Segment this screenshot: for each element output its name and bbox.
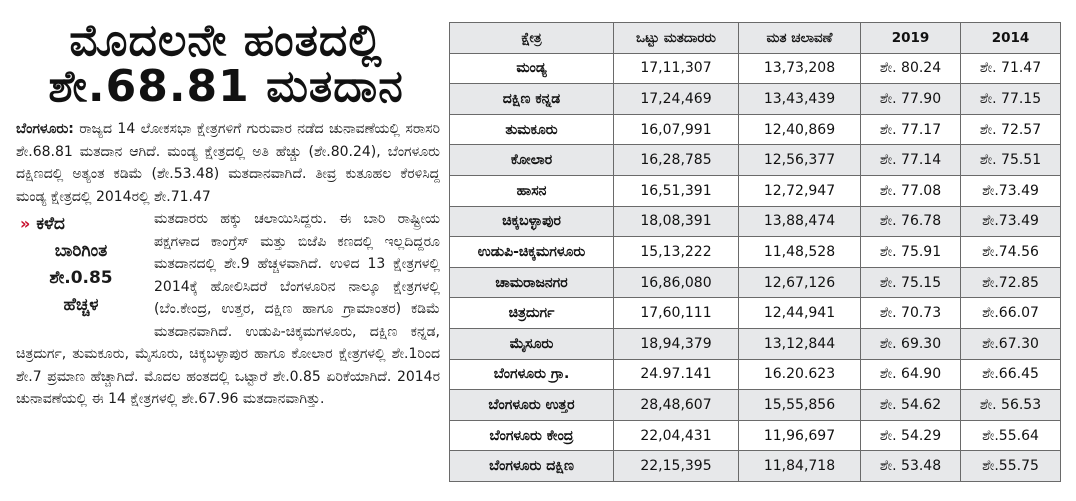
results-table-container	[449, 22, 1060, 482]
article-text-a: ರಾಜ್ಯದ 14 ಲೋಕಸಭಾ ಕ್ಷೇತ್ರಗಳಿಗೆ ಗುರುವಾರ ನಡೆದ ಚುನಾವಣೆಯಲ್ಲಿ ಸರಾಸರಿ ಶೇ.68.81 ಮತದಾನ ಆಗಿದೆ. ಮಂಡ್ಯ ಕ್ಷೇತ್ರದಲ್ಲಿ ಅತಿ ಹೆಚ್ಚು (ಶೇ.80.24), ಬೆಂಗಳೂರು ದಕ್ಷಿಣದಲ್ಲಿ ಅತ್ಯಂತ ಕಡಿಮೆ (ಶೇ.53.48) ಮತದಾನವಾಗಿದೆ. ತೀವ್ರ ಕುತೂಹಲ ಕೆರಳಿಸಿದ್ದ ಮಂಡ್ಯ ಕ್ಷೇತ್ರದಲ್ಲಿ 2014ರಲ್ಲಿ ಶೇ.71.47	[16, 121, 440, 205]
cell-total-voters: 17,24,469	[614, 84, 739, 115]
cell-constituency: ಚಾಮರಾಜನಗರ	[450, 267, 614, 298]
cell-total-voters: 28,48,607	[614, 390, 739, 421]
cell-2019: ಶೇ. 77.90	[861, 84, 961, 115]
cell-total-voters: 18,94,379	[614, 328, 739, 359]
article-column	[16, 0, 440, 501]
cell-votes-cast: 13,43,439	[739, 84, 861, 115]
header-votes-cast: ಮತ ಚಲಾವಣೆ	[739, 23, 861, 54]
cell-total-voters: 22,15,395	[614, 451, 739, 482]
cell-2014: ಶೇ. 77.15	[961, 84, 1061, 115]
cell-2019: ಶೇ. 70.73	[861, 298, 961, 329]
cell-total-voters: 18,08,391	[614, 206, 739, 237]
header-2014: 2014	[961, 23, 1061, 54]
cell-2019: ಶೇ. 53.48	[861, 451, 961, 482]
cell-votes-cast: 12,72,947	[739, 175, 861, 206]
cell-constituency: ಚಿಕ್ಕಬಳ್ಳಾಪುರ	[450, 206, 614, 237]
table-row	[450, 206, 1061, 237]
cell-2019: ಶೇ. 77.17	[861, 114, 961, 145]
cell-total-voters: 24.97.141	[614, 359, 739, 390]
table-row	[450, 145, 1061, 176]
cell-2014: ಶೇ. 75.51	[961, 145, 1061, 176]
cell-2019: ಶೇ. 64.90	[861, 359, 961, 390]
cell-2014: ಶೇ.73.49	[961, 206, 1061, 237]
cell-2014: ಶೇ.66.07	[961, 298, 1061, 329]
table-row	[450, 420, 1061, 451]
cell-votes-cast: 12,40,869	[739, 114, 861, 145]
cell-votes-cast: 13,12,844	[739, 328, 861, 359]
cell-votes-cast: 12,44,941	[739, 298, 861, 329]
pullquote	[16, 210, 146, 320]
cell-2019: ಶೇ. 75.15	[861, 267, 961, 298]
pullquote-line-4: ಹೆಚ್ಚಳ	[63, 295, 99, 315]
cell-total-voters: 16,51,391	[614, 175, 739, 206]
cell-constituency: ಹಾಸನ	[450, 175, 614, 206]
cell-2014: ಶೇ.72.85	[961, 267, 1061, 298]
cell-constituency: ಬೆಂಗಳೂರು ಉತ್ತರ	[450, 390, 614, 421]
table-body	[450, 53, 1061, 481]
cell-2019: ಶೇ. 54.62	[861, 390, 961, 421]
cell-total-voters: 22,04,431	[614, 420, 739, 451]
table-row	[450, 114, 1061, 145]
cell-votes-cast: 11,96,697	[739, 420, 861, 451]
cell-2014: ಶೇ. 72.57	[961, 114, 1061, 145]
table-row	[450, 237, 1061, 268]
article-body	[16, 118, 440, 411]
results-table	[449, 22, 1061, 482]
cell-2014: ಶೇ.74.56	[961, 237, 1061, 268]
headline-line-2: ಶೇ.68.81 ಮತದಾನ	[48, 61, 404, 112]
cell-constituency: ಮಂಡ್ಯ	[450, 53, 614, 84]
pullquote-line-2: ಬಾರಿಗಿಂತ	[54, 241, 108, 261]
chevron-right-icon: »	[20, 214, 31, 233]
cell-total-voters: 15,13,222	[614, 237, 739, 268]
cell-votes-cast: 12,56,377	[739, 145, 861, 176]
table-row	[450, 267, 1061, 298]
cell-constituency: ಉಡುಪಿ-ಚಿಕ್ಕಮಗಳೂರು	[450, 237, 614, 268]
cell-2019: ಶೇ. 77.14	[861, 145, 961, 176]
table-header-row	[450, 23, 1061, 54]
cell-constituency: ಕೋಲಾರ	[450, 145, 614, 176]
dateline: ಬೆಂಗಳೂರು:	[16, 121, 74, 137]
cell-constituency: ಚಿತ್ರದುರ್ಗ	[450, 298, 614, 329]
table-row	[450, 328, 1061, 359]
cell-2019: ಶೇ. 80.24	[861, 53, 961, 84]
headline-line-1: ಮೊದಲನೇ ಹಂತದಲ್ಲಿ	[69, 15, 383, 66]
cell-2014: ಶೇ.73.49	[961, 175, 1061, 206]
table-row	[450, 53, 1061, 84]
cell-constituency: ಬೆಂಗಳೂರು ದಕ್ಷಿಣ	[450, 451, 614, 482]
cell-total-voters: 16,86,080	[614, 267, 739, 298]
cell-constituency: ತುಮಕೂರು	[450, 114, 614, 145]
pullquote-line-1: ಕಳೆದ	[36, 214, 65, 234]
cell-2014: ಶೇ. 71.47	[961, 53, 1061, 84]
cell-2019: ಶೇ. 69.30	[861, 328, 961, 359]
cell-2014: ಶೇ. 56.53	[961, 390, 1061, 421]
cell-votes-cast: 13,73,208	[739, 53, 861, 84]
cell-total-voters: 16,28,785	[614, 145, 739, 176]
cell-2014: ಶೇ.55.64	[961, 420, 1061, 451]
cell-votes-cast: 16.20.623	[739, 359, 861, 390]
cell-votes-cast: 11,84,718	[739, 451, 861, 482]
cell-2014: ಶೇ.66.45	[961, 359, 1061, 390]
cell-2019: ಶೇ. 75.91	[861, 237, 961, 268]
headline	[16, 0, 440, 110]
table-row	[450, 451, 1061, 482]
header-constituency: ಕ್ಷೇತ್ರ	[450, 23, 614, 54]
article-paragraph-1	[16, 118, 440, 208]
cell-2014: ಶೇ.67.30	[961, 328, 1061, 359]
cell-2019: ಶೇ. 76.78	[861, 206, 961, 237]
table-row	[450, 84, 1061, 115]
cell-votes-cast: 12,67,126	[739, 267, 861, 298]
cell-votes-cast: 15,55,856	[739, 390, 861, 421]
cell-constituency: ಬೆಂಗಳೂರು ಗ್ರಾ.	[450, 359, 614, 390]
table-row	[450, 175, 1061, 206]
cell-constituency: ಬೆಂಗಳೂರು ಕೇಂದ್ರ	[450, 420, 614, 451]
cell-constituency: ದಕ್ಷಿಣ ಕನ್ನಡ	[450, 84, 614, 115]
header-total-voters: ಒಟ್ಟು ಮತದಾರರು	[614, 23, 739, 54]
cell-2019: ಶೇ. 77.08	[861, 175, 961, 206]
cell-total-voters: 17,60,111	[614, 298, 739, 329]
cell-total-voters: 17,11,307	[614, 53, 739, 84]
cell-votes-cast: 11,48,528	[739, 237, 861, 268]
header-2019: 2019	[861, 23, 961, 54]
cell-2019: ಶೇ. 54.29	[861, 420, 961, 451]
table-row	[450, 298, 1061, 329]
cell-total-voters: 16,07,991	[614, 114, 739, 145]
cell-2014: ಶೇ.55.75	[961, 451, 1061, 482]
cell-votes-cast: 13,88,474	[739, 206, 861, 237]
pullquote-line-3: ಶೇ.0.85	[49, 268, 113, 288]
table-row	[450, 359, 1061, 390]
table-row	[450, 390, 1061, 421]
article-paragraph-2: ಮತದಾರರು ಹಕ್ಕು ಚಲಾಯಿಸಿದ್ದರು. ಈ ಬಾರಿ ರಾಷ್ಟ್ರೀಯ ಪಕ್ಷಗಳಾದ ಕಾಂಗ್ರೆಸ್ ಮತ್ತು ಬಿಜೆಪಿ ಕಣದಲ್ಲಿ ಇಲ್ಲದಿದ್ದರೂ ಮತದಾನದಲ್ಲಿ ಶೇ.9 ಹೆಚ್ಚಳವಾಗಿದೆ. ಉಳಿದ 13 ಕ್ಷೇತ್ರಗಳಲ್ಲಿ 2014ಕ್ಕೆ ಹೋಲಿಸಿದರೆ ಬೆಂಗಳೂರಿನ ನಾಲ್ಕೂ ಕ್ಷೇತ್ರಗಳಲ್ಲಿ (ಬೆಂ.ಕೇಂದ್ರ, ಉತ್ತರ, ದಕ್ಷಿಣ ಹಾಗೂ ಗ್ರಾಮಾಂತರ) ಕಡಿಮೆ ಮತದಾನವಾಗಿದೆ. ಉಡುಪಿ-ಚಿಕ್ಕಮಗಳೂರು, ದಕ್ಷಿಣ ಕನ್ನಡ, ಚಿತ್ರದುರ್ಗ, ತುಮಕೂರು, ಮೈಸೂರು, ಚಿಕ್ಕಬಳ್ಳಾಪುರ ಹಾಗೂ ಕೋಲಾರ ಕ್ಷೇತ್ರಗಳಲ್ಲಿ ಶೇ.1ರಿಂದ ಶೇ.7 ಪ್ರಮಾಣ ಹೆಚ್ಚಾಗಿದೆ. ಮೊದಲ ಹಂತದಲ್ಲಿ ಒಟ್ಟಾರೆ ಶೇ.0.85 ಏರಿಕೆಯಾಗಿದೆ. 2014ರ ಚುನಾವಣೆಯಲ್ಲಿ ಈ 14 ಕ್ಷೇತ್ರಗಳಲ್ಲಿ ಶೇ.67.96 ಮತದಾನವಾಗಿತ್ತು.	[16, 211, 440, 407]
cell-constituency: ಮೈಸೂರು	[450, 328, 614, 359]
